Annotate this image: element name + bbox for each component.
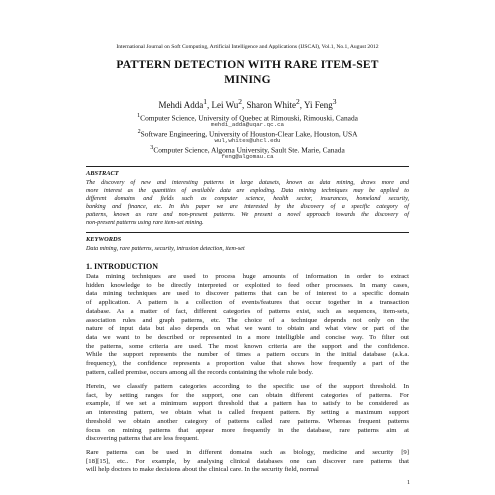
text-line: example, if we set a minimum support threshold that a pattern has to satisfy to be considered as — [86, 400, 409, 408]
author-name: Yi Feng — [303, 100, 333, 110]
abstract-line: patterns, known as rare and non-present patterns. We present a novel approach towards the discovery of — [86, 211, 409, 218]
text-line: an interesting pattern, we obtain what is called frequent pattern. By setting a maximum support — [86, 409, 409, 417]
abstract-text — [86, 180, 409, 227]
text-line: of application. A pattern is a collection of events/features that occur together in a transaction — [86, 299, 409, 307]
abstract-line: banking and finance, etc. In this paper we are interested by the discovery of a specific category of — [86, 203, 409, 210]
text-line: discovering patterns that are less frequent. — [86, 435, 199, 443]
paragraph-1 — [86, 273, 409, 378]
text-line: data mining techniques are used to discover patterns that can be of interest to a specific domain — [86, 290, 409, 298]
journal-header: International Journal on Soft Computing, Artificial Intelligence and Applications (IJSCAI), Vol.1, No.1, August 2012 — [116, 44, 379, 50]
author-name: Sharon White — [246, 100, 297, 110]
text-line: Data mining techniques are used to process huge amounts of information in order to extract — [86, 273, 409, 280]
text-line: association rules and graph patterns, etc. The choice of a technique depends not only on the — [86, 316, 409, 324]
text-line: database. As a matter of fact, different categories of patterns exist, such as sequences, item-sets, — [86, 307, 409, 315]
text-line: Herein, we classify pattern categories according to the specific use of the support threshold. In — [86, 383, 409, 390]
author-sup: 1 — [203, 97, 207, 106]
author-name: Lei Wu — [211, 100, 239, 110]
text-line: Rare patterns can be used in different domains such as biology, medicine and security [9] — [86, 449, 409, 456]
abstract-line: non-present patterns using rare item-set mining. — [86, 219, 204, 226]
text-line: will help doctors to make decisions about the clinical care. In the security field, normal — [86, 466, 319, 474]
text-line: data we want to be described or represented in a more intelligible and concise way. To filter out — [86, 334, 409, 342]
text-line: nature of input data but also depends on what we want to obtain and what view or part of the — [86, 325, 409, 333]
abstract-line: more interest as the quantities of available data are exploding. Data mining techniques may be applied to — [86, 187, 409, 194]
text-line: [18][15], etc.. For example, by analysing clinical databases one can discover rare patterns that — [86, 457, 409, 465]
text-line: frequency), the confidence represents a proportion value that shows how frequently a part of the — [86, 360, 409, 368]
text-line: the patterns, some criteria are used. The most known criteria are the support and the confidence. — [86, 342, 409, 350]
text-line: threshold we obtain another category of patterns called rare patterns. Whereas frequent patterns — [86, 417, 409, 425]
author-name: Mehdi Adda — [158, 100, 204, 110]
affiliation-3: $^3$Computer Science, Algoma University, Sault Ste. Marie, Canada — [150, 145, 345, 155]
author-list: Mehdi Adda$^1$, Lei Wu$^2$, Sharon White$^2$, Yi Feng$^3$ — [158, 97, 337, 110]
email-2: wul,whites@uhcl.edu — [214, 137, 281, 144]
text-line: While the support represents the number of times a pattern occurs in the initial database (a.k.a. — [86, 351, 409, 359]
paragraph-2 — [86, 383, 409, 444]
keywords-heading: KEYWORDS — [86, 236, 122, 243]
divider — [86, 166, 409, 167]
title-line-1: PATTERN DETECTION WITH RARE ITEM-SET — [116, 59, 379, 71]
divider — [86, 232, 409, 233]
affiliation-1: $^1$Computer Science, University of Quebec at Rimouski, Rimouski, Canada — [137, 113, 358, 123]
email-3: feng@algomau.ca — [221, 153, 274, 160]
paragraph-3 — [86, 449, 409, 475]
paper-title — [70, 58, 425, 88]
author-sup: 3 — [332, 97, 337, 106]
author-sup: 2 — [238, 97, 242, 106]
keywords-text: Data mining, rare patterns, security, intrusion detection, item-set — [86, 246, 245, 252]
affiliation-2: $^2$Software Engineering, University of Houston-Clear Lake, Houston, USA — [137, 129, 358, 139]
text-line: fact, by setting ranges for the support, one can obtain different categories of patterns. For — [86, 391, 409, 399]
title-line-2: MINING — [224, 74, 271, 86]
section-heading: 1. INTRODUCTION — [86, 262, 159, 271]
page-number: 1 — [407, 480, 410, 486]
text-line: hidden knowledge to be directly interpreted or exploited to feed other processes. In many cases, — [86, 281, 409, 289]
text-line: focus on mining patterns that appear more frequently in the database, rare patterns aim at — [86, 426, 409, 434]
abstract-heading: ABSTRACT — [86, 170, 119, 177]
text-line: pattern, called premise, occurs among all the records containing the whole rule body. — [86, 368, 314, 376]
abstract-line: The discovery of new and interesting patterns in large datasets, known as data mining, draws more and — [86, 180, 409, 186]
abstract-line: different domains and fields such as computer science, health sector, insurances, homeland security, — [86, 195, 409, 202]
email-1: mehdi_adda@uqar.qc.ca — [210, 121, 285, 128]
author-sup: 2 — [296, 97, 300, 106]
